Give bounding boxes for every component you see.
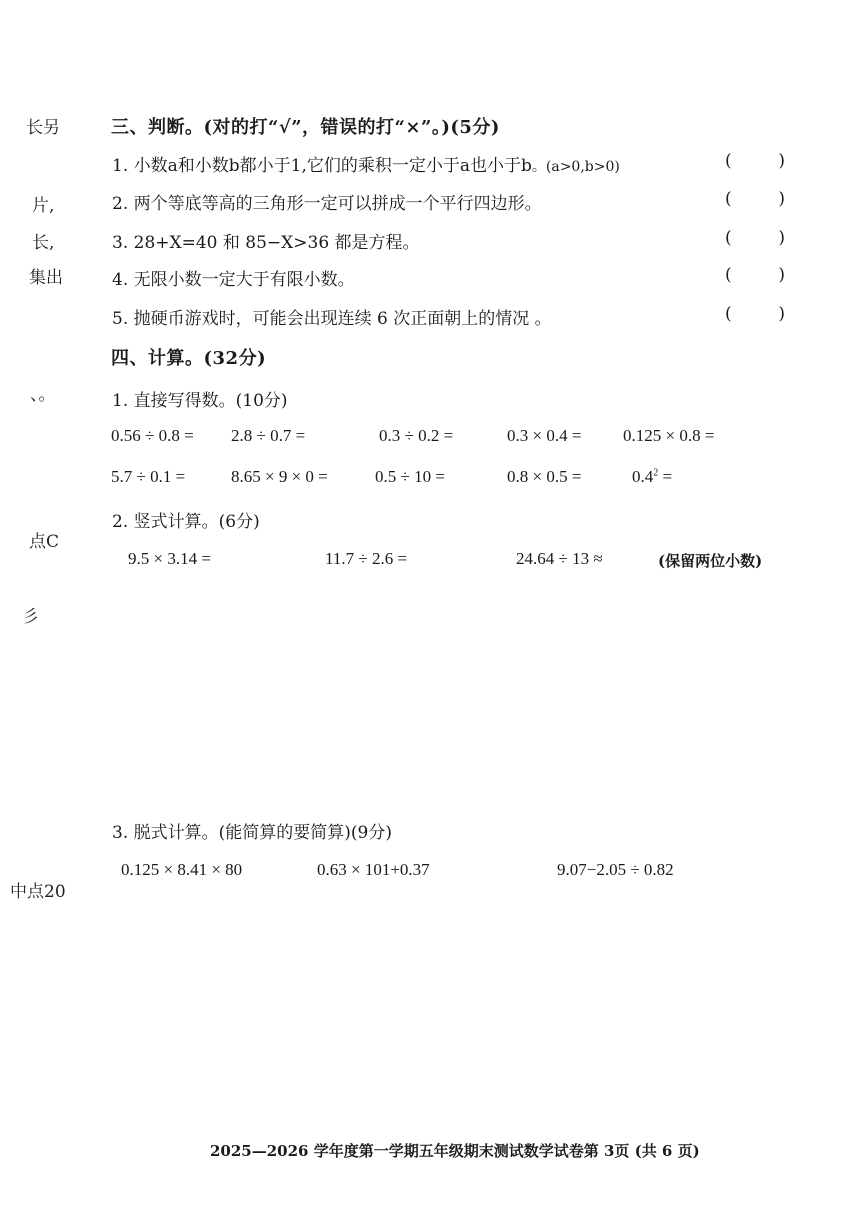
judge-item-note: 。(a>0,b>0) [531, 159, 620, 175]
answer-paren[interactable] [725, 228, 785, 248]
oral-calc-item-power [632, 467, 672, 487]
rounding-note: (保留两位小数) [658, 552, 763, 570]
paren-open: ( [725, 151, 732, 171]
margin-fragment: 长另 [26, 118, 60, 138]
sub3-title: 3. 脱式计算。(能简算的要简算)(9分) [112, 823, 392, 843]
judge-item-text: 1. 小数a和小数b都小于1,它们的乘积一定小于a也小于b [112, 156, 532, 176]
sub1-title: 1. 直接写得数。(10分) [112, 391, 288, 411]
oral-calc-item: 0.56 ÷ 0.8 = [111, 426, 194, 445]
paren-open: ( [725, 228, 732, 248]
oral-calc-item: 2.8 ÷ 0.7 = [231, 426, 306, 445]
judge-item-1 [112, 151, 620, 176]
margin-fragment: 片, [32, 196, 55, 216]
paren-open: ( [725, 304, 732, 324]
oral-calc-item: 0.5 ÷ 10 = [375, 467, 445, 486]
vertical-calc-item: 24.64 ÷ 13 ≈ [516, 549, 603, 568]
step-calc-item: 0.125 × 8.41 × 80 [121, 860, 243, 879]
answer-paren[interactable] [725, 189, 785, 209]
oral-calc-item: 5.7 ÷ 0.1 = [111, 467, 186, 486]
oral-calc-item: 0.3 ÷ 0.2 = [379, 426, 454, 445]
paren-close: ) [778, 304, 785, 324]
judge-item-2: 2. 两个等底等高的三角形一定可以拼成一个平行四边形。 [112, 194, 542, 214]
power-tail: = [658, 467, 673, 486]
vertical-calc-item: 9.5 × 3.14 = [128, 549, 211, 568]
paren-open: ( [725, 265, 732, 285]
margin-fragment: 长, [32, 233, 55, 253]
oral-calc-item: 0.125 × 0.8 = [623, 426, 715, 445]
sub2-title: 2. 竖式计算。(6分) [112, 512, 260, 532]
power-exponent: 2 [653, 467, 659, 479]
margin-fragment: 点C [29, 532, 60, 552]
paren-close: ) [778, 265, 785, 285]
section3-title: 三、判断。(对的打“√”，错误的打“×”。)(5分) [111, 117, 500, 138]
paren-close: ) [778, 151, 785, 171]
judge-item-3: 3. 28+X=40 和 85−X>36 都是方程。 [112, 233, 420, 253]
step-calc-item: 9.07−2.05 ÷ 0.82 [557, 860, 674, 879]
power-base: 0.4 [632, 467, 654, 486]
page-footer: 2025—2026 学年度第一学期五年级期末测试数学试卷第 3页 (共 6 页) [210, 1142, 700, 1160]
oral-calc-item: 0.3 × 0.4 = [507, 426, 582, 445]
vertical-calc-item: 11.7 ÷ 2.6 = [325, 549, 408, 568]
oral-calc-item: 8.65 × 9 × 0 = [231, 467, 328, 486]
margin-fragment: 、。 [30, 385, 56, 405]
margin-fragment: 彡 [22, 607, 39, 627]
answer-paren[interactable] [725, 265, 785, 285]
answer-paren[interactable] [725, 151, 785, 171]
paren-close: ) [778, 189, 785, 209]
oral-calc-item: 0.8 × 0.5 = [507, 467, 582, 486]
margin-fragment: 集出 [29, 268, 63, 288]
section4-title: 四、计算。(32分) [111, 348, 267, 369]
paren-open: ( [725, 189, 732, 209]
step-calc-item: 0.63 × 101+0.37 [317, 860, 430, 879]
paren-close: ) [778, 228, 785, 248]
judge-item-5: 5. 抛硬币游戏时，可能会出现连续 6 次正面朝上的情况 。 [112, 309, 552, 329]
answer-paren[interactable] [725, 304, 785, 324]
judge-item-4: 4. 无限小数一定大于有限小数。 [112, 270, 355, 290]
margin-fragment: 中点20 [10, 882, 66, 902]
